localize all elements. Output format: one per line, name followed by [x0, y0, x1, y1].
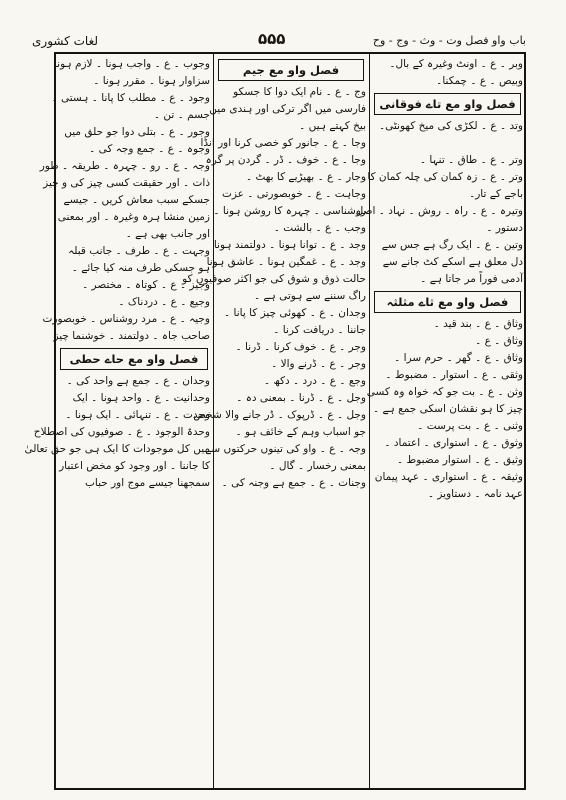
entry-line: وجر ۔ ع ۔ ڈرنے والا ۔ [271, 358, 366, 370]
entry-line: وثاق ۔ ع ۔ بند قید ۔ [433, 318, 523, 330]
entry-line: وجہ ۔ ع ۔ واو کی تینوں حرکتوں سے [205, 443, 366, 455]
entry-line: وتین ۔ ع ۔ ایک رگ ہے جس سے [381, 239, 523, 251]
entry-line: باجے کے تار۔ [469, 188, 523, 200]
entry-line: فارسی میں اگر ترکی اور ہندی میں [209, 103, 366, 115]
entry-line: وجع ۔ ع ۔ درد ۔ دکھ ۔ [263, 375, 366, 387]
entry-line: جسکے سبب معاش کریں ۔ جیسے [63, 194, 210, 206]
entry-line: کا جاننا ۔ اور وجود کو مخض اعتبار [59, 460, 210, 472]
header-book-title: لغات کشوری [32, 34, 99, 48]
header-chapter: باب واو فصل وت - وث - وج - وح [372, 34, 526, 47]
entry-line: وجاہت ۔ ع ۔ خوبصورتی ۔ عزت [221, 188, 366, 200]
entry-line: چیز کا ہو نقشان اسکی جمع ہے ۔ [373, 403, 523, 415]
entry-line: وتر ۔ ع ۔ طاق ۔ تنہا ۔ [419, 154, 523, 166]
entry-line: ہو جسکی طرف منہ کیا جائے ۔ [71, 262, 210, 274]
column-middle [182, 56, 366, 492]
entry-line: وجدان ۔ ع ۔ کھوئی چیز کا پانا ۔ [224, 307, 366, 319]
entry-line: آدمی فوراً مر جاتا ہے ۔ [420, 273, 523, 285]
entry-line: وحدۃ الوجود ۔ ع ۔ صوفیوں کی اصطلاح [33, 426, 210, 438]
entry-line: وجہت ۔ ع ۔ طرف ۔ جانب قبلہ [68, 245, 210, 257]
entry-line: وجیع ۔ ع ۔ دردناک ۔ [118, 296, 210, 308]
entry-line: وج ۔ ع ۔ نام ایک دوا کا جسکو [233, 86, 366, 98]
entry-line: وجر ۔ ع ۔ خوف کرنا ۔ ڈرنا ۔ [235, 341, 366, 353]
entry-line: وتیرہ ۔ ع ۔ راہ ۔ روش ۔ نہاد ۔ اصل [355, 205, 523, 217]
entry-line: وثیق ۔ ع ۔ استوار مضبوط ۔ [397, 454, 523, 466]
section-heading: فصل واو مع ثاے مثلثہ [374, 291, 521, 313]
entry-line: زمین منشا ہرہ وغیرہ ۔ اور بمعنی [57, 211, 210, 223]
entry-line: اور جانب بھی ہے ۔ [125, 228, 210, 240]
entry-line: وجا ۔ ع ۔ خوف ۔ ڈر ۔ گردن پر گرہ [205, 154, 366, 166]
entry-line: جو اسباب وہم کے خائف ہو ۔ [235, 426, 366, 438]
column-divider-right [369, 52, 370, 790]
entry-line: روشناسی ۔ چہرہ کا روشن ہونا ۔ [213, 205, 366, 217]
entry-line: وجیز ۔ ع ۔ کوتاہ ۔ مختصر ۔ [82, 279, 210, 291]
entry-line: وبیص ۔ ع ۔ چمکنا۔ [436, 75, 523, 87]
entry-line: وحدت ۔ ع ۔ تنہائی ۔ ایک ہونا ۔ [65, 409, 210, 421]
entry-line: ذات ۔ اور حقیقت کسی چیز کی و چیز [43, 177, 210, 189]
entry-line: وثیقہ ۔ ع ۔ استواری ۔ عہد پیمان [374, 471, 523, 483]
entry-line: وجب ۔ ع ۔ بالشت ۔ [273, 222, 366, 234]
entry-line: وثقی ۔ ع ۔ استوار ۔ مضبوط ۔ [385, 369, 523, 381]
entry-line: وتد ۔ ع ۔ لکڑی کی میخ کھونٹی۔ [378, 120, 523, 132]
entry-line: وتر ۔ ع ۔ زہ کمان کی چلہ کمان کا۔ [361, 171, 523, 183]
section-heading: فصل واو مع حاے حطی [60, 348, 208, 370]
entry-line: وثوق ۔ ع ۔ استواری ۔ اعتماد ۔ [384, 437, 523, 449]
entry-line: وجوہ ۔ ع ۔ جمع وجہ کی ۔ [89, 143, 210, 155]
entry-line: وجنات ۔ ع ۔ جمع ہے وجنہ کی ۔ [221, 477, 366, 489]
entry-line: وحدانیت ۔ ع ۔ واحد ہونا ۔ ایک [72, 392, 210, 404]
entry-line: سزاوار ہونا ۔ مقرر ہونا ۔ [93, 75, 210, 87]
entry-line: وحدان ۔ ع ۔ جمع ہے واحد کی ۔ [66, 375, 210, 387]
entry-line: وثاق ۔ ع ۔ [475, 335, 523, 347]
entry-line: وبر ۔ ع ۔ اونٹ وغیرہ کے بال۔ [389, 58, 523, 70]
entry-line: وجا ۔ ع ۔ جانور کو خصی کرنا اور انڈا [200, 137, 366, 149]
entry-line: وجل ۔ ع ۔ ڈرپوک ۔ ڈر جانے والا شخص [193, 409, 366, 421]
entry-line: وثاق ۔ ع ۔ گھر ۔ حرم سرا ۔ [394, 352, 523, 364]
entry-line: دل معلق ہے اسکے کٹ جانے سے [382, 256, 523, 268]
entry-line: راگ سننے سے ہوتی ہے ۔ [253, 290, 366, 302]
entry-line: وجد ۔ ع ۔ غمگین ہونا ۔ عاشق ہونا [206, 256, 366, 268]
entry-line: بیخ کہتے ہیں ۔ [299, 120, 366, 132]
entry-line: وجود ۔ ع ۔ مطلب کا پانا ۔ ہستی ۔ [51, 92, 210, 104]
entry-line: دستور ۔ [486, 222, 523, 234]
entry-line: وجور ۔ ع ۔ بتلی دوا جو حلق میں [64, 126, 210, 138]
entry-line: حالت ذوق و شوق کی جو اکثر صوفیوں کو [182, 273, 366, 285]
entry-line: سمجھنا جیسے موج اور حباب [84, 477, 210, 489]
entry-line: وجد ۔ ع ۔ توانا ہونا ۔ دولتمند ہونا [213, 239, 366, 251]
column-right [355, 56, 523, 503]
entry-line: جسم ۔ تن ۔ [153, 109, 210, 121]
entry-line: وثن ۔ ع ۔ بت جو کہ خواہ وہ کسی [366, 386, 523, 398]
entry-line: وجل ۔ ع ۔ ڈرنا ۔ بمعنی دہ ۔ [236, 392, 366, 404]
entry-line: وجیہ ۔ ع ۔ مرد روشناس ۔ خوبصورت [42, 313, 210, 325]
entry-line: بمعنی رخسار ۔ گال ۔ [269, 460, 366, 472]
entry-line: وجوب ۔ ع ۔ واجب ہونا ۔ لازم ہونا [53, 58, 210, 70]
entry-line: وجہ ۔ ع ۔ رو ۔ چہرہ ۔ طریقہ ۔ طور [39, 160, 210, 172]
entry-line: جاننا ۔ دریافت کرنا ۔ [273, 324, 366, 336]
section-heading: فصل واو مع جیم [218, 59, 364, 81]
entry-line: میں کل موجودات کا ایک ہی جو حق تعالیٰ [24, 443, 210, 455]
entry-line: وثنی ۔ ع ۔ بت پرست ۔ [417, 420, 523, 432]
section-heading: فصل واو مع تاے فوقانی [374, 93, 521, 115]
entry-line [372, 135, 523, 152]
entry-line: صاحب جاہ ۔ دولتمند ۔ خوشنما چیز [53, 330, 210, 342]
entry-line: وجار ۔ ع ۔ بھیڑیے کا بھٹ ۔ [246, 171, 366, 183]
entry-line: عہد نامہ ۔ دستاویز ۔ [427, 488, 523, 500]
page-number: ۵۵۵ [258, 30, 286, 48]
